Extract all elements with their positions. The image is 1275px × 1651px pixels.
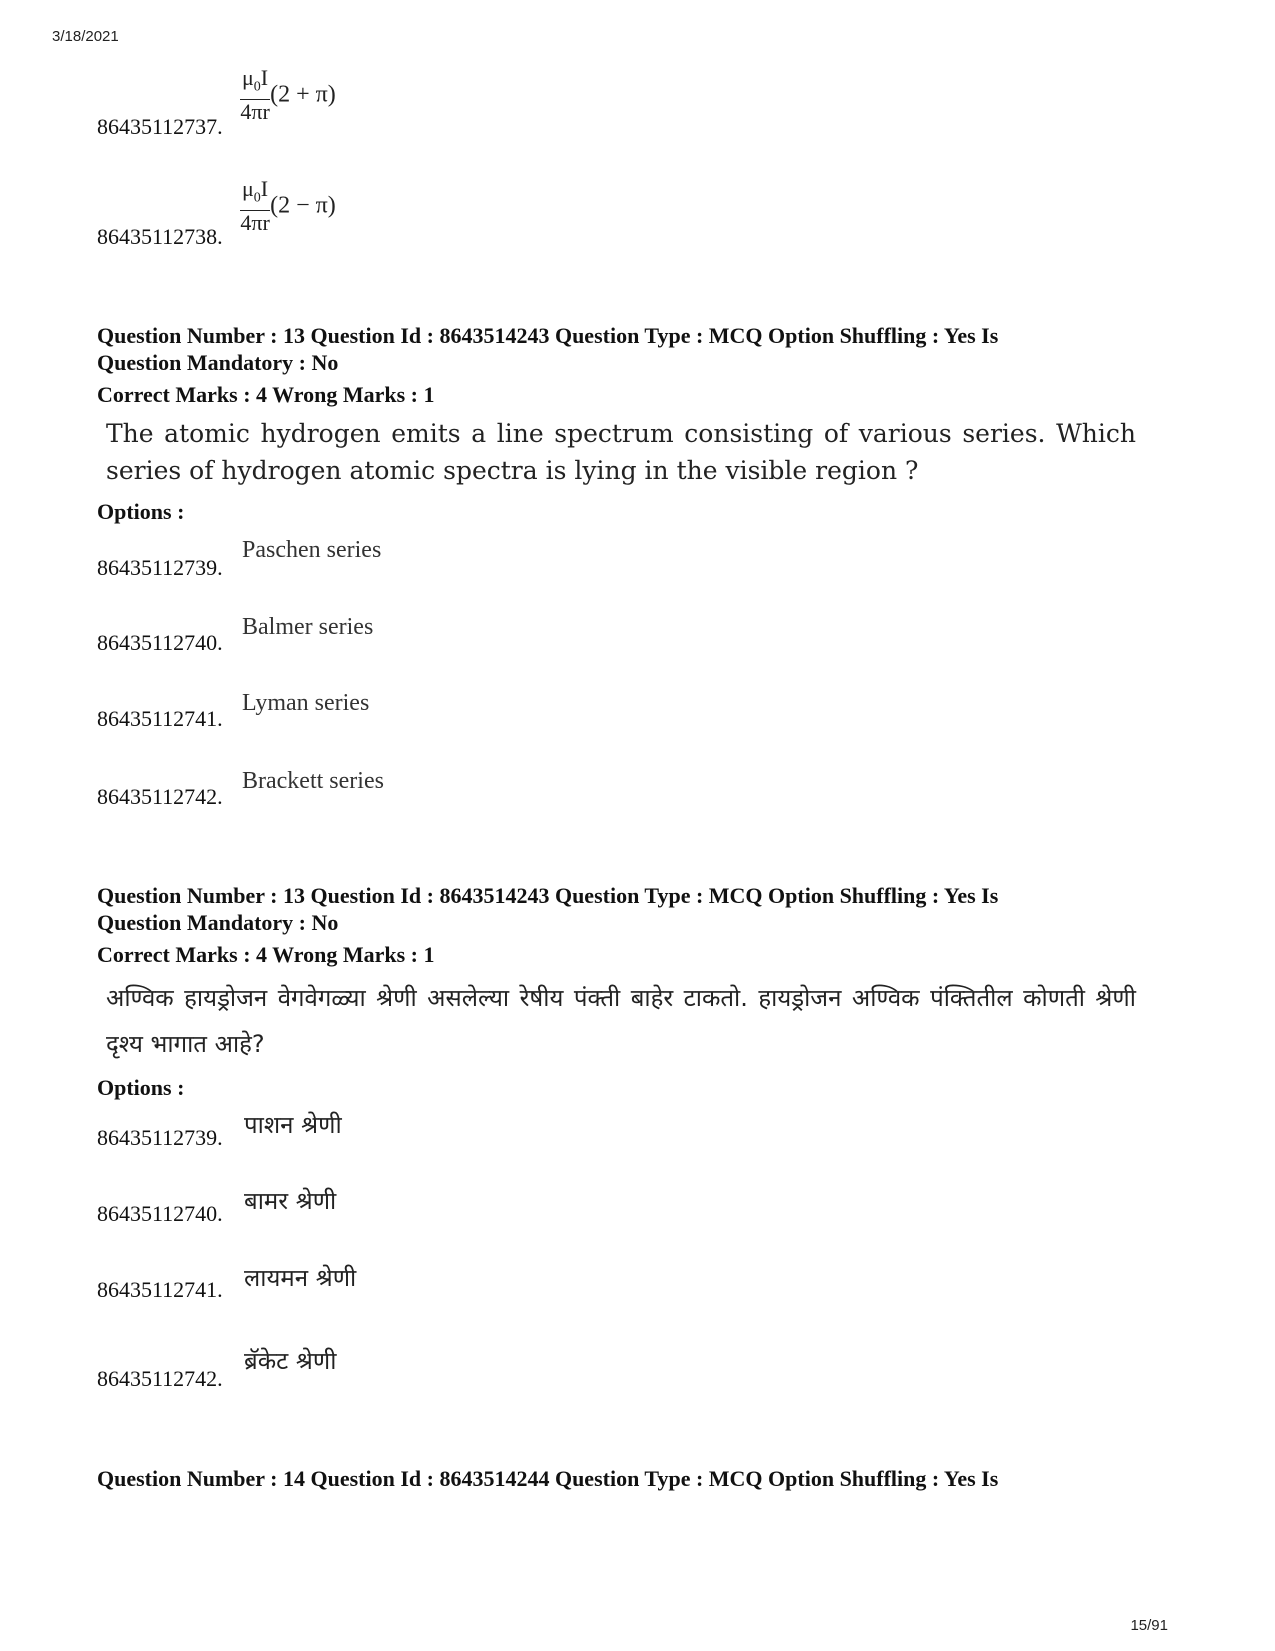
options-label: Options : (97, 1075, 185, 1100)
formula-var: I (260, 176, 269, 201)
option-id: 86435112737. (97, 114, 223, 139)
option-id: 86435112738. (97, 224, 223, 249)
question-header-line: Question Number : 14 Question Id : 8643514244 Question Type : MCQ Option Shuffling : Yes Is (97, 1466, 999, 1491)
option-text: बामर श्रेणी (244, 1187, 337, 1215)
option-text: Lyman series (242, 690, 370, 716)
option-id: 86435112739. (97, 1125, 223, 1150)
option-id: 86435112739. (97, 555, 223, 580)
formula-subscript: 0 (253, 190, 261, 206)
formula-var: I (260, 65, 269, 90)
marks-line: Correct Marks : 4 Wrong Marks : 1 (97, 382, 435, 407)
question-header (97, 1465, 1197, 1492)
option-id: 86435112742. (97, 784, 223, 809)
formula-denominator: 4πr (240, 99, 270, 125)
option-id: 86435112740. (97, 1201, 223, 1226)
option-text: Brackett series (242, 768, 384, 794)
question-header-line: Question Number : 13 Question Id : 8643514243 Question Type : MCQ Option Shuffling : Yes Is (97, 323, 999, 348)
option-text: ब्रॅकेट श्रेणी (244, 1347, 337, 1375)
options-label: Options : (97, 499, 185, 524)
page-number: 15/91 (1130, 1617, 1168, 1634)
formula-paren: (2 − π) (270, 192, 336, 219)
formula-denominator: 4πr (240, 210, 270, 236)
formula-paren: (2 + π) (270, 81, 336, 108)
question-header-line: Question Mandatory : No (97, 910, 339, 935)
formula-mu: μ (242, 65, 254, 90)
question-header (97, 322, 1197, 376)
option-text: Balmer series (242, 614, 374, 640)
option-id: 86435112742. (97, 1366, 223, 1391)
question-text: The atomic hydrogen emits a line spectrum consisting of various series. Which series of hydrogen atomic spectra is lying in the visible region ? (106, 419, 1136, 485)
print-date: 3/18/2021 (52, 28, 119, 45)
option-text: Paschen series (242, 537, 382, 563)
formula-option-1 (240, 66, 336, 124)
question-text: अण्विक हायड्रोजन वेगवेगळ्या श्रेणी असलेल्या रेषीय पंक्ती बाहेर टाकतो. हायड्रोजन अण्विक पंक्तितील कोणती श्रेणी दृश्य भागात आहे? (106, 984, 1136, 1058)
option-id: 86435112741. (97, 1277, 223, 1302)
option-text: लायमन श्रेणी (244, 1264, 357, 1292)
option-id: 86435112741. (97, 706, 223, 731)
marks-line: Correct Marks : 4 Wrong Marks : 1 (97, 942, 435, 967)
formula-option-2 (240, 177, 336, 235)
option-id: 86435112740. (97, 630, 223, 655)
question-header-line: Question Number : 13 Question Id : 8643514243 Question Type : MCQ Option Shuffling : Yes Is (97, 883, 999, 908)
question-header-line: Question Mandatory : No (97, 350, 339, 375)
question-header (97, 882, 1197, 936)
option-text: पाशन श्रेणी (244, 1111, 342, 1139)
formula-subscript: 0 (253, 79, 261, 95)
formula-mu: μ (242, 176, 254, 201)
